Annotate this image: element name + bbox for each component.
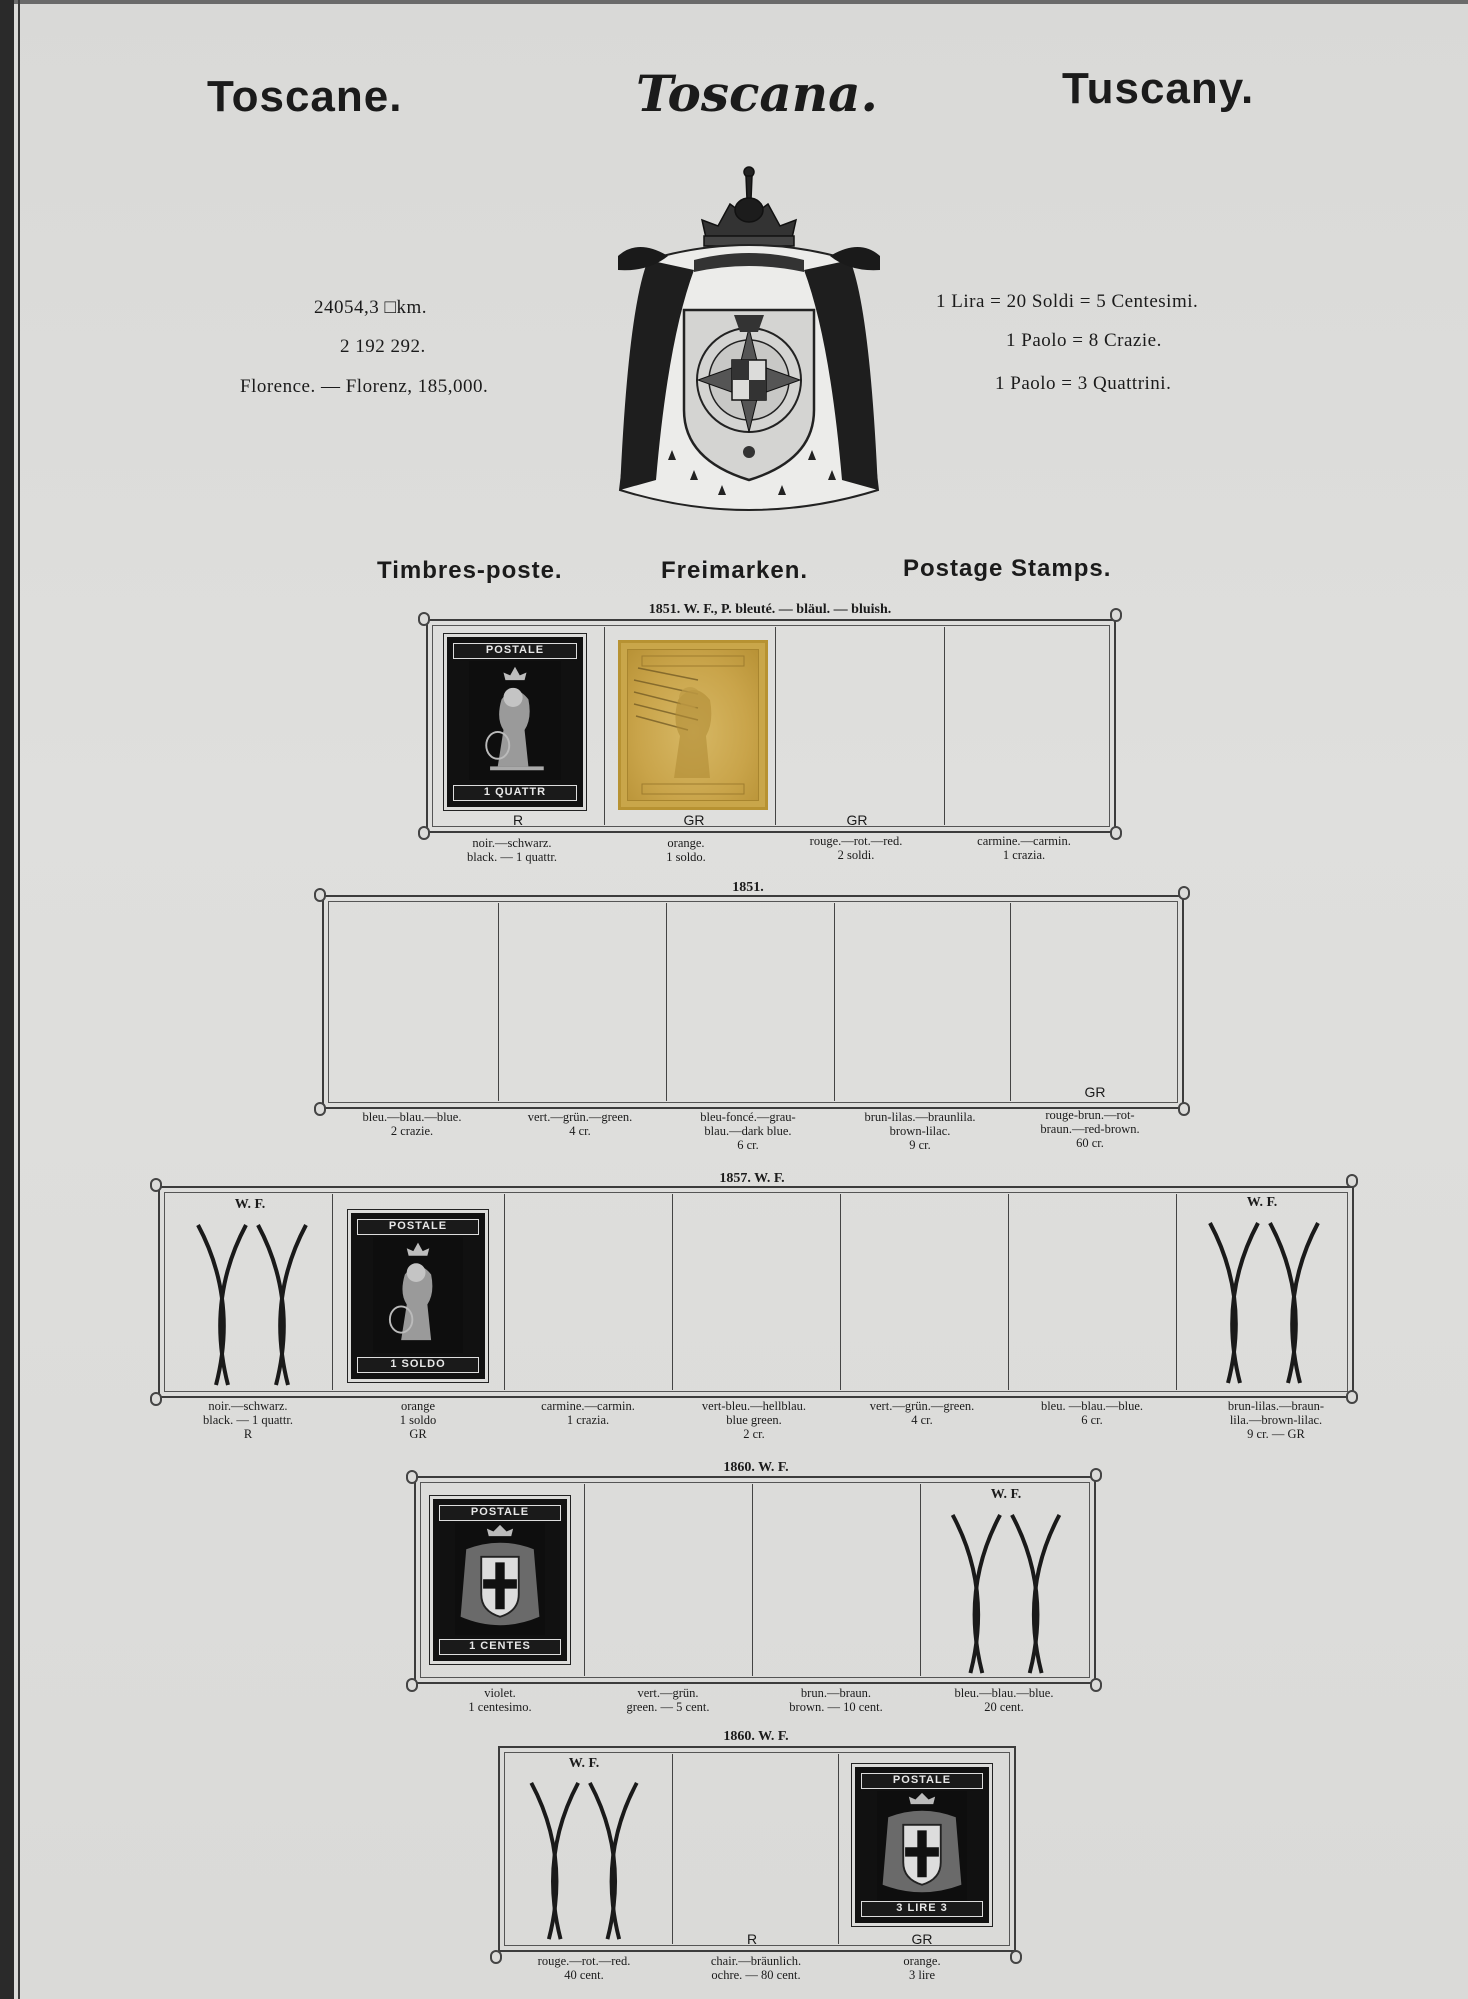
divider [920,1484,921,1676]
divider [584,1484,585,1676]
watermark-label: W. F. [990,1487,1022,1502]
divider [1010,903,1011,1101]
divider [666,903,667,1101]
row-3-label: 1857. W. F. [719,1171,785,1186]
frame-corner-ornament [1110,608,1122,622]
coat-of-arms-emblem [608,160,890,530]
stamp-caption: vert.—grün. green. — 5 cent. [626,1686,710,1714]
stamp-caption: noir.—schwarz. black. — 1 quattr. [467,836,557,864]
stamp-caption: violet. 1 centesimo. [468,1686,532,1714]
divider [672,1194,673,1390]
frame-corner-ornament [1010,1950,1022,1964]
frame-corner-ornament [1346,1174,1358,1188]
savoy-arms-emblem [877,1791,967,1902]
condition-mark: GR [683,812,705,828]
stamp-caption: rouge-brun.—rot- braun.—red-brown. 60 cr. [1040,1108,1140,1150]
frame-corner-ornament [418,826,430,840]
stamp-top-text: POSTALE [357,1219,479,1235]
stamp-caption: bleu. —blau.—blue. 6 cr. [1040,1399,1144,1427]
row-2-label: 1851. [732,880,764,895]
frame-corner-ornament [1346,1390,1358,1404]
title-english: Tuscany. [1062,64,1255,113]
watermark-label: W. F. [1246,1195,1278,1210]
frame-corner-ornament [1090,1468,1102,1482]
frame-corner-ornament [150,1178,162,1192]
section-head-french: Timbres-poste. [377,557,563,584]
page-margin-rule [18,0,20,1999]
stamp-caption: bleu.—blau.—blue. 2 crazie. [362,1110,462,1138]
currency-line-3: 1 Paolo = 3 Quattrini. [995,373,1172,394]
frame-corner-ornament [314,1102,326,1116]
section-head-german: Freimarken. [661,557,809,584]
divider [1176,1194,1177,1390]
divider [498,903,499,1101]
divider [944,627,945,825]
stamp-caption: carmine.—carmin. 1 crazia. [977,834,1071,862]
stamp-1-centesimo-arms [430,1496,570,1664]
stamp-caption: orange 1 soldo GR [399,1399,437,1441]
stamp-design [627,649,759,801]
stamp-caption: brun-lilas.—braun- lila.—brown-lilac. 9 cr. — GR [1227,1399,1325,1441]
condition-mark: GR [846,812,868,828]
stamp-caption: carmine.—carmin. 1 crazia. [541,1399,635,1427]
frame-corner-ornament [1178,886,1190,900]
row-1-label: 1851. W. F., P. bleuté. — bläul. — bluish. [648,602,892,617]
stamp-caption: brun.—braun. brown. — 10 cent. [789,1686,883,1714]
divider [840,1194,841,1390]
divider [775,627,776,825]
stamp-bottom-text: 3 LIRE 3 [861,1901,983,1917]
savoy-arms-emblem [455,1523,545,1636]
divider [1008,1194,1009,1390]
stamp-caption: vert-bleu.—hellblau. blue green. 2 cr. [701,1399,807,1441]
condition-mark: GR [911,1931,933,1947]
currency-line-1: 1 Lira = 20 Soldi = 5 Centesimi. [936,291,1199,312]
stamp-caption: bleu-foncé.—grau- blau.—dark blue. 6 cr. [700,1110,796,1152]
divider [752,1484,753,1676]
watermark-label: W. F. [568,1756,600,1771]
stamp-1-quattrino-black [444,634,586,810]
divider [604,627,605,825]
stamp-bottom-text: 1 SOLDO [357,1357,479,1373]
stamp-1-soldo-black [348,1210,488,1382]
stamp-top-text: POSTALE [453,643,577,659]
condition-mark: GR [1084,1084,1106,1100]
stat-capital: Florence. — Florenz, 185,000. [240,376,489,397]
divider [838,1754,839,1944]
divider [834,903,835,1101]
condition-mark: R [746,1931,758,1947]
stamp-top-text: POSTALE [861,1773,983,1789]
currency-line-2: 1 Paolo = 8 Crazie. [1006,330,1162,351]
watermark-crown-lines-diagram [942,1510,1072,1678]
frame-corner-ornament [490,1950,502,1964]
frame-corner-ornament [1110,826,1122,840]
stamp-caption: orange. 1 soldo. [666,836,706,864]
stamp-bottom-text: 1 QUATTR [453,785,577,801]
section-head-english: Postage Stamps. [903,555,1112,582]
stamp-caption: rouge.—rot.—red. 40 cent. [537,1954,631,1982]
frame-corner-ornament [1090,1678,1102,1692]
stat-area: 24054,3 □km. [314,297,428,318]
title-italian: Toscana. [636,64,878,123]
frame-corner-ornament [418,612,430,626]
stamp-caption: chair.—bräunlich. ochre. — 80 cent. [710,1954,802,1982]
condition-mark: R [512,812,524,828]
lion-emblem [628,650,758,800]
row-3-frame [158,1186,1354,1398]
divider [504,1194,505,1390]
stamp-caption: bleu.—blau.—blue. 20 cent. [954,1686,1054,1714]
frame-corner-ornament [406,1678,418,1692]
divider [332,1194,333,1390]
row-2-frame [322,895,1184,1109]
page-top-edge [0,0,1468,4]
watermark-crown-lines-diagram [188,1220,318,1390]
watermark-crown-lines-diagram [520,1778,650,1944]
stamp-bottom-text: 1 CENTES [439,1639,561,1655]
lion-emblem [469,661,561,780]
divider [672,1754,673,1944]
lion-emblem [373,1237,463,1353]
stamp-caption: noir.—schwarz. black. — 1 quattr. R [203,1399,293,1441]
stamp-1-soldo-orange [618,640,768,810]
page-binding-edge [0,0,14,1999]
frame-corner-ornament [314,888,326,902]
stamp-caption: vert.—grün.—green. 4 cr. [527,1110,633,1138]
frame-corner-ornament [1178,1102,1190,1116]
stamp-caption: orange. 3 lire [903,1954,941,1982]
frame-corner-ornament [406,1470,418,1484]
row-5-label: 1860. W. F. [723,1729,789,1744]
title-french: Toscane. [207,72,403,121]
frame-corner-ornament [150,1392,162,1406]
stat-population: 2 192 292. [340,336,426,357]
stamp-3-lire-arms [852,1764,992,1926]
watermark-crown-lines-diagram [1200,1218,1330,1388]
stamp-top-text: POSTALE [439,1505,561,1521]
watermark-label: W. F. [234,1197,266,1212]
row-4-label: 1860. W. F. [723,1460,789,1475]
stamp-caption: brun-lilas.—braunlila. brown-lilac. 9 cr. [864,1110,976,1152]
stamp-caption: rouge.—rot.—red. 2 soldi. [809,834,903,862]
stamp-caption: vert.—grün.—green. 4 cr. [869,1399,975,1427]
